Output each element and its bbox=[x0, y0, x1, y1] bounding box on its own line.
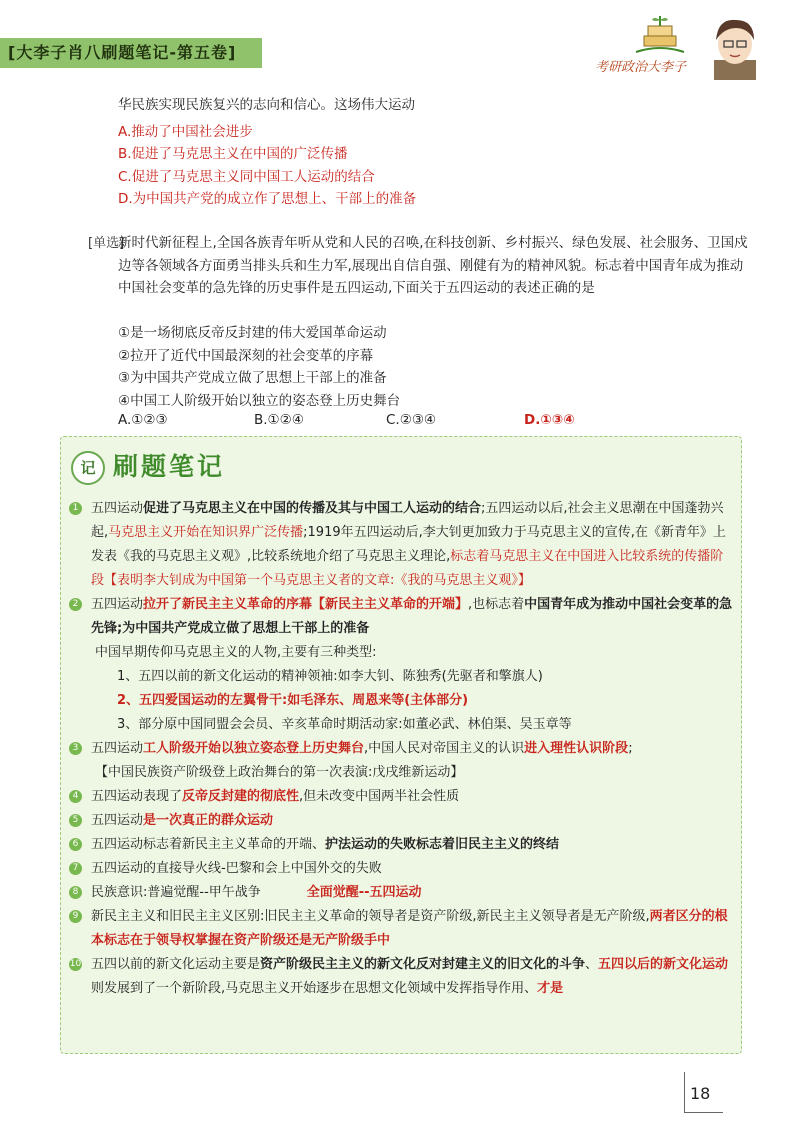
question-2-statements bbox=[118, 322, 758, 412]
bullet-icon: 10 bbox=[69, 959, 82, 969]
bullet-icon: 5 bbox=[69, 814, 82, 827]
bullet-icon: 3 bbox=[69, 742, 82, 755]
note-item-10: 10 五四以前的新文化运动主要是资产阶级民主主义的新文化反对封建主义的旧文化的斗争、五四以后的新文化运动则发展到了一个新阶段,马克思主义开始逐步在思想文化领域中发挥指导作用、才是 bbox=[69, 957, 729, 996]
note-item-9: 9 新民主主义和旧民主主义区别:旧民主主义革命的领导者是资产阶级,新民主主义领导者是无产阶级,两者区分的根本标志在于领导权掌握在资产阶级还是无产阶级手中 bbox=[69, 905, 733, 953]
question-2-options bbox=[118, 412, 758, 434]
page-header bbox=[0, 0, 800, 90]
question-stem-tail: 华民族实现民族复兴的志向和信心。这场伟大运动 bbox=[118, 97, 415, 113]
note-icon: 记 bbox=[71, 451, 105, 485]
statement-1: ①是一场彻底反帝反封建的伟大爱国革命运动 bbox=[118, 325, 387, 341]
option-b: B.①②④ bbox=[254, 412, 304, 428]
note-item-3: 3 五四运动工人阶级开始以独立姿态登上历史舞台,中国人民对帝国主义的认识进入理性认识阶段; bbox=[69, 737, 733, 761]
note-sub-2: 2、五四爱国运动的左翼骨干:如毛泽东、周恩来等(主体部分) bbox=[117, 693, 469, 708]
avatar bbox=[700, 10, 770, 80]
note-sub-1: 1、五四以前的新文化运动的精神领袖:如李大钊、陈独秀(先驱者和擎旗人) bbox=[117, 669, 543, 684]
question-text: 新时代新征程上,全国各族青年听从党和人民的召唤,在科技创新、乡村振兴、绿色发展、社会服务、卫国戍边等各领域各方面勇当排头兵和生力军,展现出自信自强、刚健有为的精神风貌。标志着中国青年成为推动中国社会变革的急先锋的历史事件是五四运动,下面关于五四运动的表述正确的是 bbox=[118, 235, 748, 296]
note-item-6: 6 五四运动标志着新民主主义革命的开端、护法运动的失败标志着旧民主主义的终结 bbox=[69, 833, 733, 857]
question-2 bbox=[88, 232, 748, 300]
statement-2: ②拉开了近代中国最深刻的社会变革的序幕 bbox=[118, 347, 374, 364]
bullet-icon: 1 bbox=[69, 502, 82, 515]
question-type-tag: [单选] bbox=[88, 236, 125, 251]
bullet-icon: 8 bbox=[69, 886, 82, 899]
option-c: C.②③④ bbox=[386, 412, 437, 428]
note-sub-3: 3、部分原中国同盟会会员、辛亥革命时期活动家:如董必武、林伯渠、吴玉章等 bbox=[117, 717, 572, 732]
bullet-icon: 6 bbox=[69, 838, 82, 851]
bullet-icon: 4 bbox=[69, 790, 82, 803]
notes-header bbox=[71, 447, 261, 487]
option-d-answer: D.①③④ bbox=[524, 412, 575, 428]
notes-title: 刷题笔记 bbox=[113, 452, 226, 481]
page-number: 18 bbox=[690, 1084, 711, 1103]
option-d: D.为中国共产党的成立作了思想上、干部上的准备 bbox=[118, 191, 417, 207]
book-logo-icon bbox=[630, 14, 690, 58]
note-item-2: 2 五四运动拉开了新民主主义革命的序幕【新民主主义革命的开端】,也标志着中国青年成为推动中国社会变革的急先锋;为中国共产党成立做了思想上干部上的准备 bbox=[69, 593, 733, 641]
bullet-icon: 2 bbox=[69, 598, 82, 611]
header-title: [大李子肖八刷题笔记-第五卷] bbox=[8, 43, 237, 62]
note-sub-intro: 中国早期传仰马克思主义的人物,主要有三种类型: bbox=[95, 645, 377, 660]
question-1 bbox=[118, 94, 758, 211]
note-item-7: 7 五四运动的直接导火线-巴黎和会上中国外交的失败 bbox=[69, 857, 733, 881]
option-a: A.推动了中国社会进步 bbox=[118, 123, 253, 140]
bullet-icon: 9 bbox=[69, 910, 82, 923]
note-item-4: 4 五四运动表现了反帝反封建的彻底性,但未改变中国两半社会性质 bbox=[69, 785, 733, 809]
brand-name: 考研政治大李子 bbox=[595, 60, 687, 75]
statement-4: ④中国工人阶级开始以独立的姿态登上历史舞台 bbox=[118, 392, 401, 409]
notes-panel bbox=[60, 436, 742, 1054]
note-item-8: 8 民族意识:普遍觉醒--甲午战争 全面觉醒--五四运动 bbox=[69, 881, 733, 905]
option-b: B.促进了马克思主义在中国的广泛传播 bbox=[118, 146, 348, 162]
note-item-1: 1 五四运动促进了马克思主义在中国的传播及其与中国工人运动的结合;五四运动以后,社会主义思潮在中国蓬勃兴起,马克思主义开始在知识界广泛传播;1919年五四运动后,李大钊更加致力于马克思主义的宣传,在《新青年》上发表《我的马克思主义观》,比较系统地介绍了马克思主义理论,标志着马克思主义在中国进入比较系统的传播阶段【表明李大钊成为中国第一个马克思主义者的文章:《我的马克思主义观》】 bbox=[69, 497, 733, 593]
option-c: C.促进了马克思主义同中国工人运动的结合 bbox=[118, 168, 375, 185]
statement-3: ③为中国共产党成立做了思想上干部上的准备 bbox=[118, 370, 387, 386]
note-sub-3-bracket: 【中国民族资产阶级登上政治舞台的第一次表演:戊戌维新运动】 bbox=[95, 765, 464, 780]
note-item-5: 5 五四运动是一次真正的群众运动 bbox=[69, 809, 733, 833]
bullet-icon: 7 bbox=[69, 862, 82, 875]
option-a: A.①②③ bbox=[118, 412, 168, 428]
notes-list bbox=[69, 497, 733, 1001]
